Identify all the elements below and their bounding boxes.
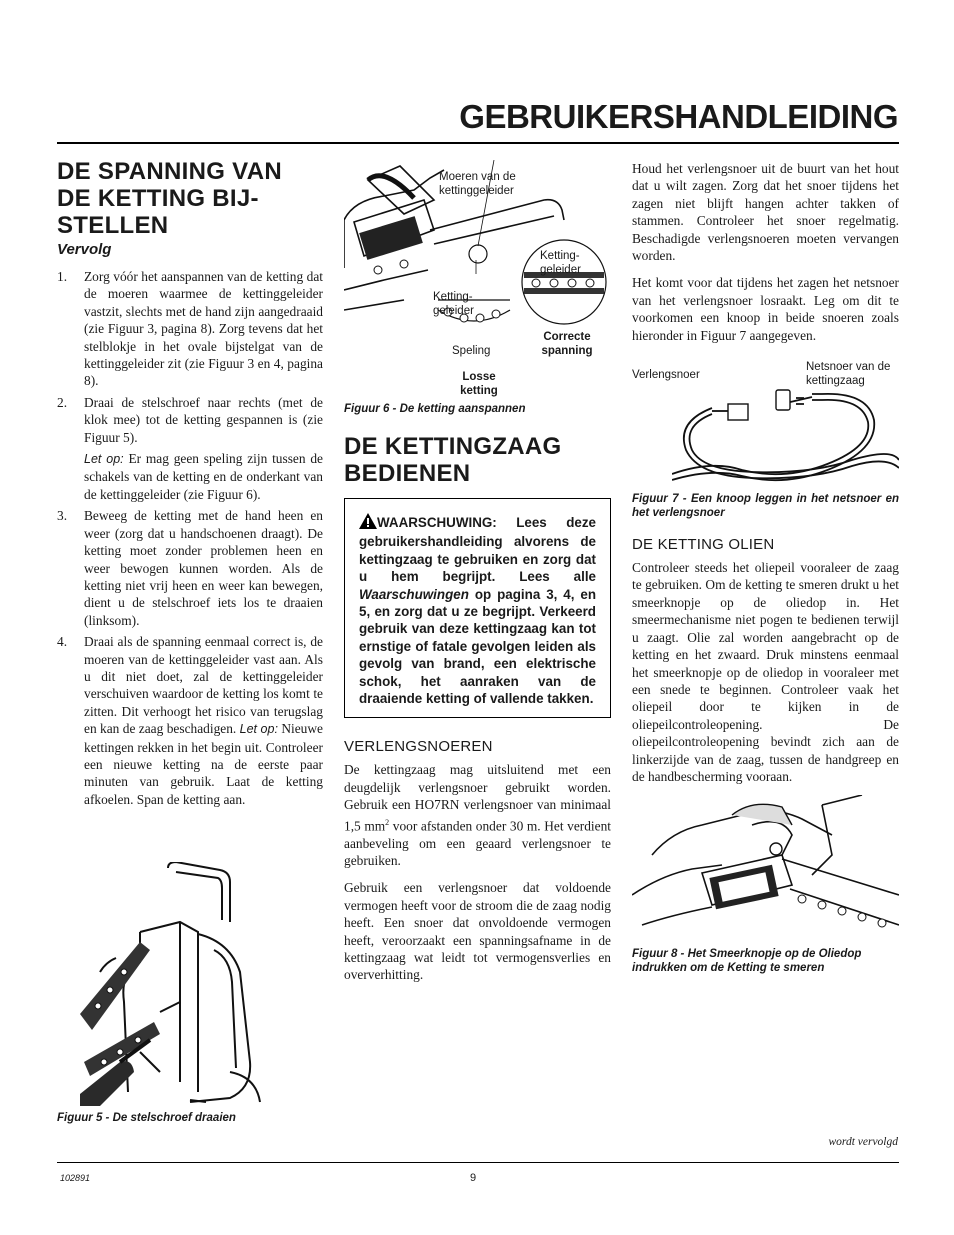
steps-text	[57, 268, 323, 808]
figure-7-label-mains: Netsnoer van de kettingzaag	[806, 361, 891, 388]
column-1	[57, 150, 323, 812]
figure-6-label-correct: Correcte spanning	[541, 331, 593, 357]
figure-7-label-extension: Verlengsnoer	[632, 369, 700, 382]
figure-6-label-guide-right: Ketting-geleider	[540, 250, 581, 276]
figure-5-caption: Figuur 5 - De stelschroef draaien	[57, 1112, 236, 1124]
continued-note: wordt vervolgd	[828, 1136, 898, 1148]
oiling-para: Controleer steeds het oliepeil vooraleer de zaag te gebruiken. Om de ketting te smeren drukt u het smeerknopje op de oliedop in. Het smeermechanisme niet pogen te bedienen terwijl u zaagt. Olie zal worden aangebracht op de ketting en het zwaard. Druk minstens eenmaal het smeerknopje op de oliedop in vooraleer met een snede te beginnen. Controleer vaak het oliepeil door te kijken in de oliepeilcontroleopening. De oliepeilcontroleopening bevindt zich aan de linkerzijde van de zaag, tussen de handgreep en de handbescherming vooraan.	[632, 560, 899, 784]
document-code: 102891	[60, 1173, 91, 1183]
figure-7-caption: Figuur 7 - Een knoop leggen in het netsnoer en het verlengsnoer	[632, 493, 899, 520]
subheading-oiling: DE KETTING OLIEN	[632, 536, 775, 554]
note-no-play: Let op: Er mag geen speling zijn tussen de schakels van de ketting en de onderkant van de kettinggeleider (zie Figuur 6).	[84, 451, 323, 502]
footer-rule	[57, 1162, 899, 1163]
figure-7-illustration	[672, 376, 899, 486]
extension-cord-para-2: Gebruik een verlengsnoer dat voldoende vermogen heeft voor de stroom die de zaag nodig heeft. Een snoer dat onvoldoende vermogen heeft, veroorzaakt een spanningsafname in de kettingzaag wat leidt tot vermogensverlies en oververhitting.	[344, 880, 611, 983]
section-heading-operate: DE KETTINGZAAG BEDIENEN	[344, 433, 562, 487]
figure-6-caption: Figuur 6 - De ketting aanspannen	[344, 403, 526, 415]
warning-label: WAARSCHUWING:	[377, 515, 497, 530]
figure-6	[344, 150, 611, 402]
figure-6-label-nuts: Moeren van de kettinggeleider	[439, 171, 516, 197]
warning-box: WAARSCHUWING: Lees deze gebruikershandleiding alvorens de kettingzaag te gebruiken en zorg dat u hem begrijpt. Lees alle Waarschuwingen op pagina 3, 4, en 5, en zorg dat u ze begrijpt. Verkeerd gebruik van deze kettingzaag kan tot ernstige of fatale gevolgen leiden als gevolg van brand, een elektrische schok, het aanraken van de draaiende ketting of vallende takken.	[344, 498, 611, 718]
cord-para-1: Houd het verlengsnoer uit de buurt van het hout dat u wilt zagen. Zorg dat het snoer tijdens het zagen niet blijft hangen achter takken of stammen. Controleer het snoer regelmatig. Beschadigde verlengsnoeren moeten vervangen worden.	[632, 161, 899, 264]
column-3	[632, 150, 899, 975]
figure-6-label-play: Speling	[452, 345, 491, 357]
page-title: GEBRUIKERSHANDLEIDING	[459, 98, 898, 135]
step-4: 4. Draai als de spanning eenmaal correct is, de moeren van de kettinggeleider vast aan. Als u dit niet doet, zal de kettinggeleider verschuiven waardoor de ketting los komt te zitten. Dit verhoogt het risico van terugslag en kan de zaag beschadigen. Let op: Nieuwe kettingen rekken in het begin uit. Controleer een nieuwe ketting na de eerste paar minuten van gebruik. Laat de ketting afkoelen. Span de ketting aan.	[57, 634, 323, 807]
step-2: 2. Draai de stelschroef naar rechts (met de klok mee) tot de ketting gespannen is (zie Figuur 5).	[57, 394, 323, 445]
section-subheading-continued: Vervolg	[57, 241, 112, 258]
warning-icon	[359, 513, 377, 533]
figure-8-illustration	[632, 795, 899, 943]
figure-8-caption: Figuur 8 - Het Smeerknopje op de Oliedop indrukken om de Ketting te smeren	[632, 948, 862, 975]
subheading-extension-cords: VERLENGSNOEREN	[344, 738, 493, 756]
title-rule	[57, 142, 899, 144]
figure-7	[632, 356, 899, 486]
figure-6-label-loose: Losse ketting	[460, 371, 498, 397]
step-1: 1. Zorg vóór het aanspannen van de ketting dat de moeren waarmee de kettinggeleider vastzit, slechts met de hand zijn aangedraaid (zie Figuur 3, pagina 8). Zorg tevens dat het stelblokje in het ovale bijstelgat van de kettinggeleider zit (zie Figuur 3 en 4, pagina 8).	[57, 269, 323, 389]
step-3: 3. Beweeg de ketting met de hand heen en weer (zorg dat u handschoenen draagt). De ketting moet zonder problemen heen en weer bewogen kunnen worden. Als de ketting niet vrij heen en weer kan bewegen, dient u de stelschroef iets los te draaien (linksom).	[57, 508, 323, 628]
extension-cord-para-1: De kettingzaag mag uitsluitend met een deugdelijk verlengsnoer gebruikt worden. Gebruik een HO7RN verlengsnoer van minimaal 1,5 $mm^2$ voor afstanden onder 30 m. Het verdient aanbeveling om een geaard verlengsnoer te gebruiken.	[344, 762, 612, 868]
section-heading-tension: DE SPANNING VAN DE KETTING BIJ- STELLEN	[57, 158, 282, 239]
cord-para-2: Het komt voor dat tijdens het zagen het netsnoer van het verlengsnoer losraakt. Leg om dit te voorkomen een knoop in beide snoeren zoals hieronder in Figuur 7 aangegeven.	[632, 275, 899, 343]
figure-5-illustration	[80, 862, 326, 1106]
page-number: 9	[470, 1172, 477, 1184]
figure-6-label-guide-left: Ketting-geleider	[433, 291, 474, 317]
column-2	[344, 150, 611, 984]
